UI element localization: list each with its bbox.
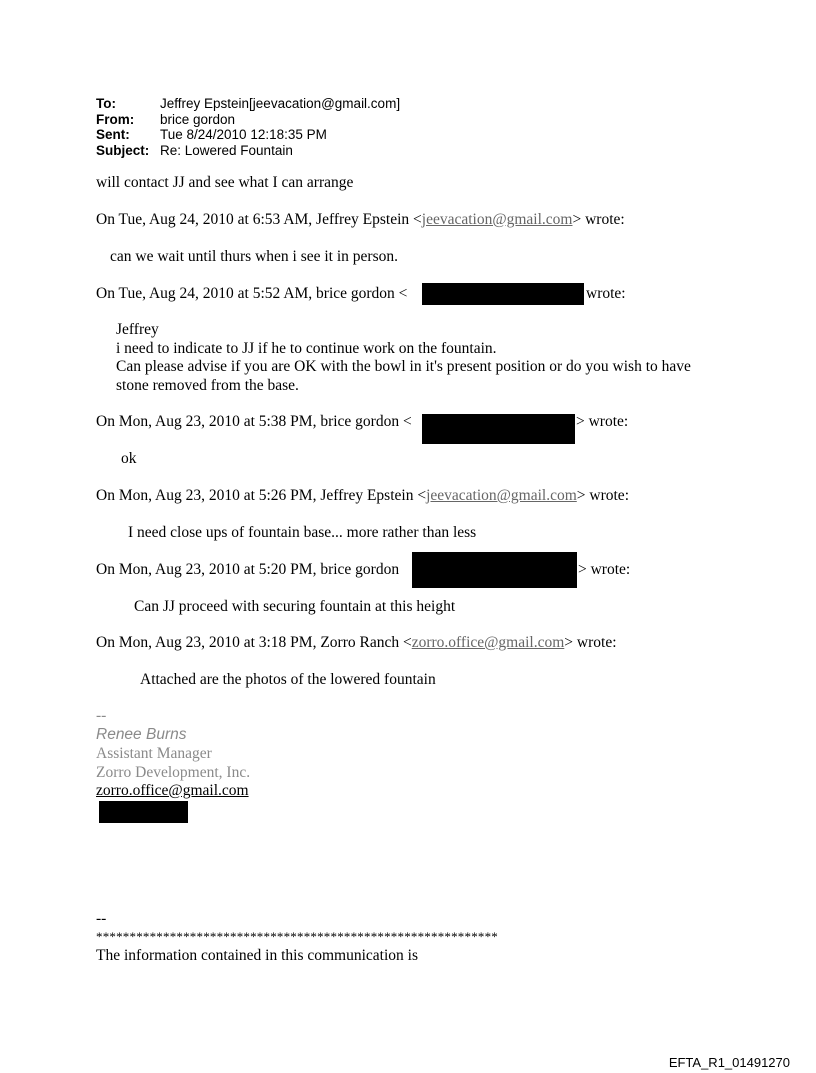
quote-1-text: can we wait until thurs when i see it in person. <box>110 248 398 265</box>
quote-3-prefix: On Mon, Aug 23, 2010 at 5:38 PM, brice gordon < <box>96 413 412 430</box>
to-value: Jeffrey Epstein[jeevacation@gmail.com] <box>160 96 401 111</box>
email-header <box>96 96 400 158</box>
signature-title: Assistant Manager <box>96 745 212 762</box>
quote-2-line: Jeffrey <box>116 321 159 338</box>
sent-value: Tue 8/24/2010 12:18:35 PM <box>160 127 327 142</box>
footer-separator: -- <box>96 910 107 927</box>
subject-label: Subject: <box>96 142 150 158</box>
quote-6-suffix: > wrote: <box>564 634 617 651</box>
quote-1-header <box>96 211 625 229</box>
quote-2-line: Can please advise if you are OK with the bowl in it's present position or do you wish to have <box>116 358 691 375</box>
signature-company: Zorro Development, Inc. <box>96 764 251 781</box>
body-text: will contact JJ and see what I can arrange <box>96 174 354 191</box>
quote-5-prefix: On Mon, Aug 23, 2010 at 5:20 PM, brice gordon <box>96 561 400 578</box>
footer-stars: ************************************************************ <box>96 929 498 944</box>
from-label: From: <box>96 111 135 127</box>
quote-1-email-link[interactable]: jeevacation@gmail.com <box>421 211 573 228</box>
subject-value: Re: Lowered Fountain <box>160 142 293 158</box>
quote-6-header <box>96 634 617 652</box>
quote-4-header <box>96 487 629 505</box>
quote-1-suffix: > wrote: <box>572 211 625 228</box>
quote-4-suffix: > wrote: <box>576 487 629 504</box>
quote-5-suffix: > wrote: <box>578 561 631 578</box>
quote-2-line: i need to indicate to JJ if he to continue work on the fountain. <box>116 340 497 357</box>
quote-2-line: stone removed from the base. <box>116 377 299 394</box>
quote-4-email-link[interactable]: jeevacation@gmail.com <box>426 487 577 504</box>
signature-separator: -- <box>96 707 107 724</box>
quote-3-suffix: > wrote: <box>576 413 629 430</box>
signature-name: Renee Burns <box>96 726 187 743</box>
quote-6-prefix: On Mon, Aug 23, 2010 at 3:18 PM, Zorro Ranch < <box>96 634 412 651</box>
sent-label: Sent: <box>96 127 130 142</box>
quote-4-prefix: On Mon, Aug 23, 2010 at 5:26 PM, Jeffrey Epstein < <box>96 487 427 504</box>
quote-1-prefix: On Tue, Aug 24, 2010 at 6:53 AM, Jeffrey Epstein < <box>96 211 422 228</box>
quote-2-prefix: On Tue, Aug 24, 2010 at 5:52 AM, brice gordon < <box>96 285 408 302</box>
quote-3-text: ok <box>121 450 137 467</box>
footer-notice: The information contained in this communication is <box>96 947 418 964</box>
document-id: EFTA_R1_01491270 <box>668 1055 790 1070</box>
quote-6-email-link[interactable]: zorro.office@gmail.com <box>411 634 565 651</box>
quote-2-suffix: wrote: <box>586 285 626 302</box>
quote-5-text: Can JJ proceed with securing fountain at this height <box>134 598 456 615</box>
redaction-box <box>422 414 575 444</box>
to-label: To: <box>96 96 116 111</box>
quote-4-text: I need close ups of fountain base... more rather than less <box>128 524 477 541</box>
redaction-box <box>412 552 577 588</box>
signature-email-link[interactable]: zorro.office@gmail.com <box>96 782 249 799</box>
quote-6-text: Attached are the photos of the lowered fountain <box>140 671 436 688</box>
redaction-box <box>99 801 188 823</box>
from-value: brice gordon <box>160 111 236 127</box>
redaction-box <box>422 283 584 305</box>
